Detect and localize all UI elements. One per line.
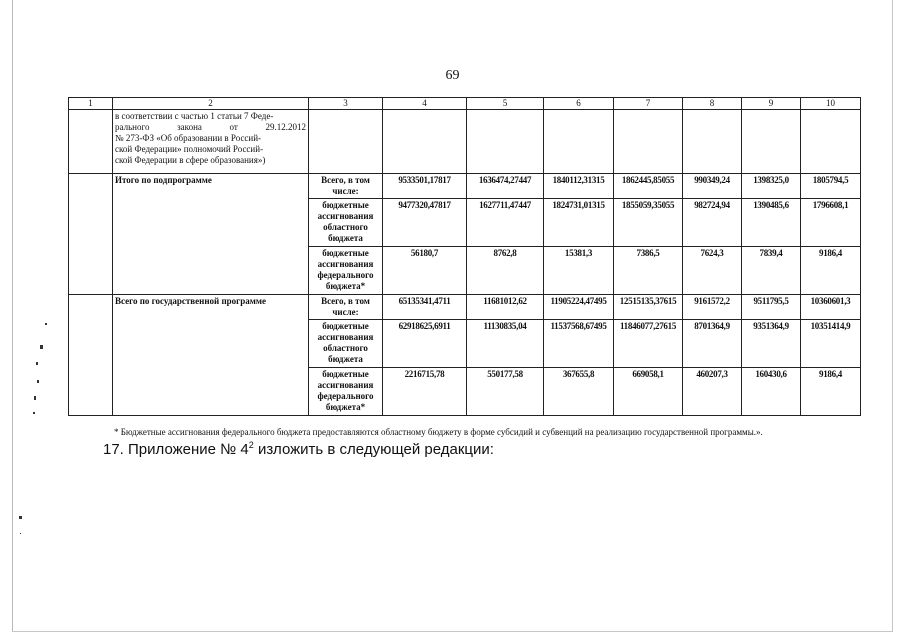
continuation-line: ской Федерации» полномочий Россий- <box>115 144 264 154</box>
row-type: бюджетные ассигнования федерального бюджета* <box>309 247 383 295</box>
value-cell: 1398325,0 <box>742 174 801 199</box>
scan-speck <box>33 412 35 414</box>
value-cell: 1636474,27447 <box>467 174 544 199</box>
value-cell: 1627711,47447 <box>467 199 544 247</box>
row-type: Всего, в том числе: <box>309 174 383 199</box>
scan-speck <box>20 533 21 534</box>
value-cell: 1840112,31315 <box>544 174 614 199</box>
item-17-superscript: 2 <box>248 440 254 450</box>
column-number: 10 <box>801 98 861 110</box>
value-cell: 9161572,2 <box>683 295 742 320</box>
value-cell: 160430,6 <box>742 368 801 416</box>
value-cell: 2216715,78 <box>383 368 467 416</box>
value-cell: 9511795,5 <box>742 295 801 320</box>
continuation-text <box>113 110 309 174</box>
scan-edge-bottom <box>12 631 893 632</box>
scan-edge-left <box>12 0 13 632</box>
value-cell: 460207,3 <box>683 368 742 416</box>
scan-speck <box>19 516 22 519</box>
table-row <box>69 295 861 320</box>
column-number: 5 <box>467 98 544 110</box>
value-cell: 550177,58 <box>467 368 544 416</box>
row-type: Всего, в том числе: <box>309 295 383 320</box>
table-row <box>69 174 861 199</box>
value-cell: 11130835,04 <box>467 320 544 368</box>
item-17-text <box>103 440 494 458</box>
value-cell: 9186,4 <box>801 247 861 295</box>
item-17-rest: изложить в следующей редакции: <box>253 441 494 458</box>
column-number: 4 <box>383 98 467 110</box>
scan-speck <box>45 323 47 325</box>
value-cell: 7386,5 <box>614 247 683 295</box>
continuation-line: ской Федерации в сфере образования») <box>115 155 266 165</box>
value-cell: 8701364,9 <box>683 320 742 368</box>
row-type: бюджетные ассигнования федерального бюджета* <box>309 368 383 416</box>
value-cell: 62918625,6911 <box>383 320 467 368</box>
value-cell: 982724,94 <box>683 199 742 247</box>
value-cell: 990349,24 <box>683 174 742 199</box>
value-cell: 65135341,4711 <box>383 295 467 320</box>
value-cell: 11905224,47495 <box>544 295 614 320</box>
value-cell: 1390485,6 <box>742 199 801 247</box>
row-type: бюджетные ассигнования областного бюджета <box>309 320 383 368</box>
scan-speck <box>34 396 36 400</box>
value-cell: 7624,3 <box>683 247 742 295</box>
value-cell: 10360601,3 <box>801 295 861 320</box>
scan-speck <box>37 380 39 383</box>
value-cell: 367655,8 <box>544 368 614 416</box>
value-cell: 9186,4 <box>801 368 861 416</box>
value-cell: 1855059,35055 <box>614 199 683 247</box>
value-cell: 1824731,01315 <box>544 199 614 247</box>
value-cell: 11846077,27615 <box>614 320 683 368</box>
value-cell: 1862445,85055 <box>614 174 683 199</box>
value-cell: 9533501,17817 <box>383 174 467 199</box>
continuation-line: № 273-ФЗ «Об образовании в Россий- <box>115 133 262 143</box>
column-number: 7 <box>614 98 683 110</box>
budget-table <box>68 97 861 416</box>
scan-speck <box>36 362 38 365</box>
value-cell: 15381,3 <box>544 247 614 295</box>
column-number: 6 <box>544 98 614 110</box>
column-number: 1 <box>69 98 113 110</box>
column-number: 9 <box>742 98 801 110</box>
section-label: Всего по государственной программе <box>113 295 309 416</box>
value-cell: 8762,8 <box>467 247 544 295</box>
value-cell: 669058,1 <box>614 368 683 416</box>
column-number: 3 <box>309 98 383 110</box>
value-cell: 7839,4 <box>742 247 801 295</box>
value-cell: 1805794,5 <box>801 174 861 199</box>
row-type: бюджетные ассигнования областного бюджета <box>309 199 383 247</box>
continuation-row <box>69 110 861 174</box>
page-number: 69 <box>445 68 460 83</box>
value-cell: 9477320,47817 <box>383 199 467 247</box>
column-number: 8 <box>683 98 742 110</box>
value-cell: 56180,7 <box>383 247 467 295</box>
continuation-line: в соответствии с частью 1 статьи 7 Феде- <box>115 111 274 121</box>
continuation-line: рального закона от 29.12.2012 <box>115 122 306 132</box>
column-number: 2 <box>113 98 309 110</box>
section-label: Итого по подпрограмме <box>113 174 309 295</box>
footnote: * Бюджетные ассигнования федерального бюджета предоставляются областному бюджету в форме субсидий и субвенций на реализацию государственной программы.». <box>114 427 763 437</box>
value-cell: 11681012,62 <box>467 295 544 320</box>
value-cell: 9351364,9 <box>742 320 801 368</box>
value-cell: 12515135,37615 <box>614 295 683 320</box>
value-cell: 11537568,67495 <box>544 320 614 368</box>
scan-speck <box>40 345 43 349</box>
scan-edge-right <box>892 0 893 632</box>
value-cell: 1796608,1 <box>801 199 861 247</box>
item-17-main: 17. Приложение № 4 <box>103 441 249 458</box>
value-cell: 10351414,9 <box>801 320 861 368</box>
column-number-row <box>69 98 861 110</box>
